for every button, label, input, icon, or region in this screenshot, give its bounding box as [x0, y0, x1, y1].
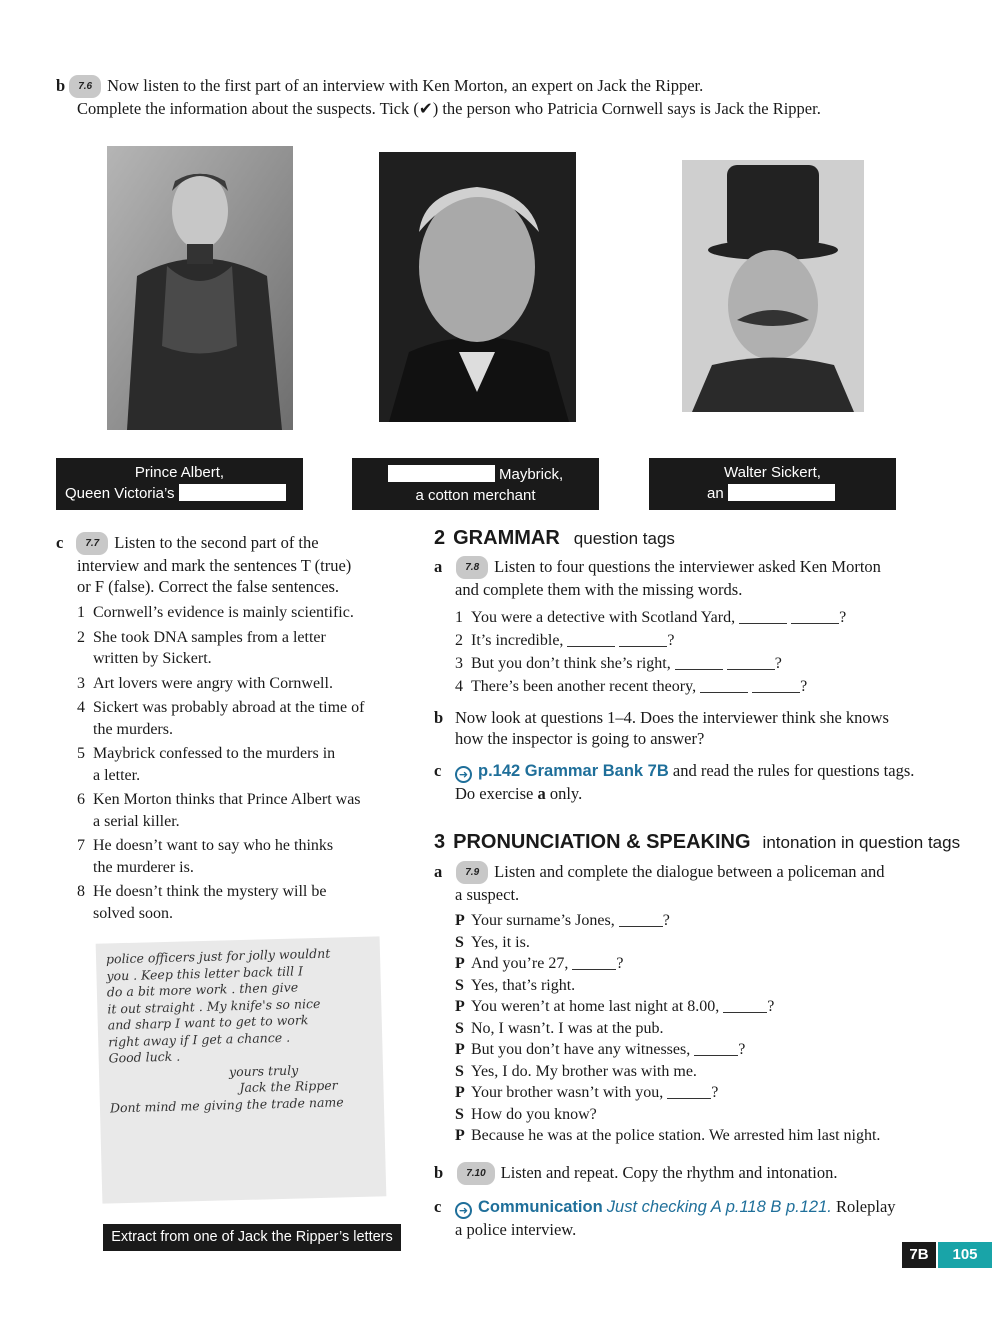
dialogue	[434, 910, 964, 1147]
dialogue-line: S How do you know?	[455, 1105, 597, 1123]
audio-track-badge[interactable]: 7.7	[76, 532, 108, 555]
audio-track-badge[interactable]: 7.9	[456, 861, 488, 884]
answer-blank[interactable]	[694, 1041, 738, 1056]
arrow-right-icon: ➜	[455, 766, 472, 783]
audio-track-badge[interactable]: 7.8	[456, 556, 488, 579]
list-item: 2 She took DNA samples from a letter written by Sickert.	[77, 628, 326, 667]
list-item: 4 Sickert was probably abroad at the time of the murders.	[77, 699, 365, 738]
prince-albert-caption	[56, 458, 303, 510]
list-item: 5 Maybrick confessed to the murders in a letter.	[77, 745, 336, 784]
list-item: 1 Cornwell’s evidence is mainly scientific.	[77, 604, 354, 621]
caption-line: Maybrick,	[498, 466, 564, 483]
question-list	[434, 606, 954, 698]
instruction-line: interview and mark the sentences T (true)	[77, 556, 352, 575]
answer-blank[interactable]	[739, 609, 787, 624]
dialogue-line: P Because he was at the police station. We arrested him last night.	[455, 1127, 881, 1144]
letter-caption: Extract from one of Jack the Ripper’s letters	[103, 1224, 401, 1251]
answer-blank[interactable]	[572, 955, 616, 970]
audio-track-badge[interactable]: 7.10	[457, 1162, 494, 1185]
instruction-line: Listen to the second part of the	[114, 533, 319, 552]
walter-sickert-caption	[649, 458, 896, 510]
list-item: 3 Art lovers were angry with Cornwell.	[77, 674, 333, 692]
answer-blank[interactable]	[791, 609, 839, 624]
section-grammar: 2 GRAMMAR question tags a 7.8 Listen to four questions the interviewer asked Ken Morton and complete them with the missing words. 1 You were a detective with Scotland Yard, ? 2 It’s incredible, ? 3 But you don’t think she’s right, ? 4 There’s been another recent theory, ? b Now look at questions 1–4. Does the interviewer think she knows how the inspector is going to answer? c ➜ p.142 Grammar Bank 7B and read the rules for questions tags. Do exercise a only.	[434, 527, 954, 804]
maybrick-caption	[352, 458, 599, 510]
page-number: 105	[938, 1242, 992, 1268]
arrow-right-icon: ➜	[455, 1202, 472, 1219]
answer-blank[interactable]	[567, 632, 615, 647]
dialogue-line: S Yes, I do. My brother was with me.	[455, 1062, 697, 1080]
section-heading: 2 GRAMMAR question tags	[434, 527, 675, 549]
caption-line: Queen Victoria’s	[65, 485, 175, 502]
list-item: 6 Ken Morton thinks that Prince Albert was a serial killer.	[77, 791, 361, 830]
handwriting: police officers just for jolly wouldnt you . Keep this letter back till I do a bit more work . then give it out straight . My knife's so nice and sharp I want to get to work right away if I get a chance . Good luck . yours truly Jack the Ripper Dont mind me giving the trade name	[105, 945, 344, 1115]
caption-line: a cotton merchant	[415, 487, 536, 504]
unit-tab: 7B	[902, 1242, 936, 1268]
caption-line: Walter Sickert,	[724, 464, 821, 481]
exercise-c	[56, 532, 396, 924]
walter-sickert-photo	[682, 160, 864, 412]
answer-blank[interactable]	[619, 912, 663, 927]
answer-box[interactable]	[388, 465, 495, 482]
communication-link[interactable]: Communication	[478, 1197, 603, 1216]
portrait-image	[379, 152, 576, 422]
maybrick-photo	[379, 152, 576, 422]
dialogue-line: S No, I wasn’t. I was at the pub.	[455, 1019, 664, 1037]
list-item: 4 There’s been another recent theory, ?	[455, 678, 808, 695]
answer-box[interactable]	[728, 484, 835, 501]
grammar-bank-link[interactable]: p.142 Grammar Bank 7B	[478, 762, 669, 780]
caption-line: an	[707, 485, 724, 502]
exercise-letter: b	[56, 76, 66, 95]
section-pronunciation: 3 PRONUNCIATION & SPEAKING intonation in question tags a 7.9 Listen and complete the dialogue between a policeman and a suspect. P Your surname’s Jones, ? S Yes, it is. P And you’re 27, ? S Yes, that’s right. P You weren’t at home last night at 8.00, ? S No, I wasn’t. I was at the pub. P But you don’t have any witnesses, ? S Yes, I do. My brother was with me. P Your brother wasn’t with you, ? S How do you know? P Because he was at the police station. We arrested him last night. b 7.10 Listen and repeat. Copy the rhythm and intonation. c ➜ Communication Just checking A p.118 B p.121. Roleplay a police interview.	[434, 831, 964, 1240]
answer-blank[interactable]	[700, 678, 748, 693]
list-item: 3 But you don’t think she’s right, ?	[455, 655, 782, 672]
dialogue-line: S Yes, that’s right.	[455, 976, 576, 994]
answer-blank[interactable]	[619, 632, 667, 647]
section-heading: 3 PRONUNCIATION & SPEAKING intonation in question tags	[434, 831, 961, 853]
instruction-line: Complete the information about the suspects. Tick (✔) the person who Patricia Cornwell says is Jack the Ripper.	[77, 99, 821, 118]
prince-albert-photo	[107, 146, 293, 430]
dialogue-line: P Your brother wasn’t with you, ?	[455, 1084, 719, 1101]
audio-track-badge[interactable]: 7.6	[69, 75, 101, 98]
answer-blank[interactable]	[723, 998, 767, 1013]
list-item: 8 He doesn’t think the mystery will be solved soon.	[77, 883, 327, 922]
portrait-image	[107, 146, 293, 430]
exercise-letter: c	[56, 533, 64, 552]
dialogue-line: P But you don’t have any witnesses, ?	[455, 1041, 746, 1058]
true-false-list	[56, 602, 396, 924]
dialogue-line: P Your surname’s Jones, ?	[455, 912, 670, 929]
instruction-line: Now listen to the first part of an interview with Ken Morton, an expert on Jack the Ripper.	[107, 76, 704, 95]
dialogue-line: S Yes, it is.	[455, 933, 530, 951]
ripper-letter-image	[96, 936, 387, 1203]
answer-blank[interactable]	[675, 655, 723, 670]
answer-blank[interactable]	[752, 678, 800, 693]
instruction-line: or F (false). Correct the false sentences.	[77, 577, 340, 596]
dialogue-line: P And you’re 27, ?	[455, 955, 624, 972]
list-item: 7 He doesn’t want to say who he thinks the murderer is.	[77, 837, 334, 876]
caption-line: Prince Albert,	[134, 464, 225, 481]
answer-blank[interactable]	[667, 1084, 711, 1099]
exercise-b-instructions	[56, 75, 956, 119]
list-item: 2 It’s incredible, ?	[455, 632, 675, 649]
dialogue-line: P You weren’t at home last night at 8.00, ?	[455, 998, 775, 1015]
answer-blank[interactable]	[727, 655, 775, 670]
list-item: 1 You were a detective with Scotland Yard, ?	[455, 609, 847, 626]
answer-box[interactable]	[179, 484, 286, 501]
portrait-image	[682, 160, 864, 412]
